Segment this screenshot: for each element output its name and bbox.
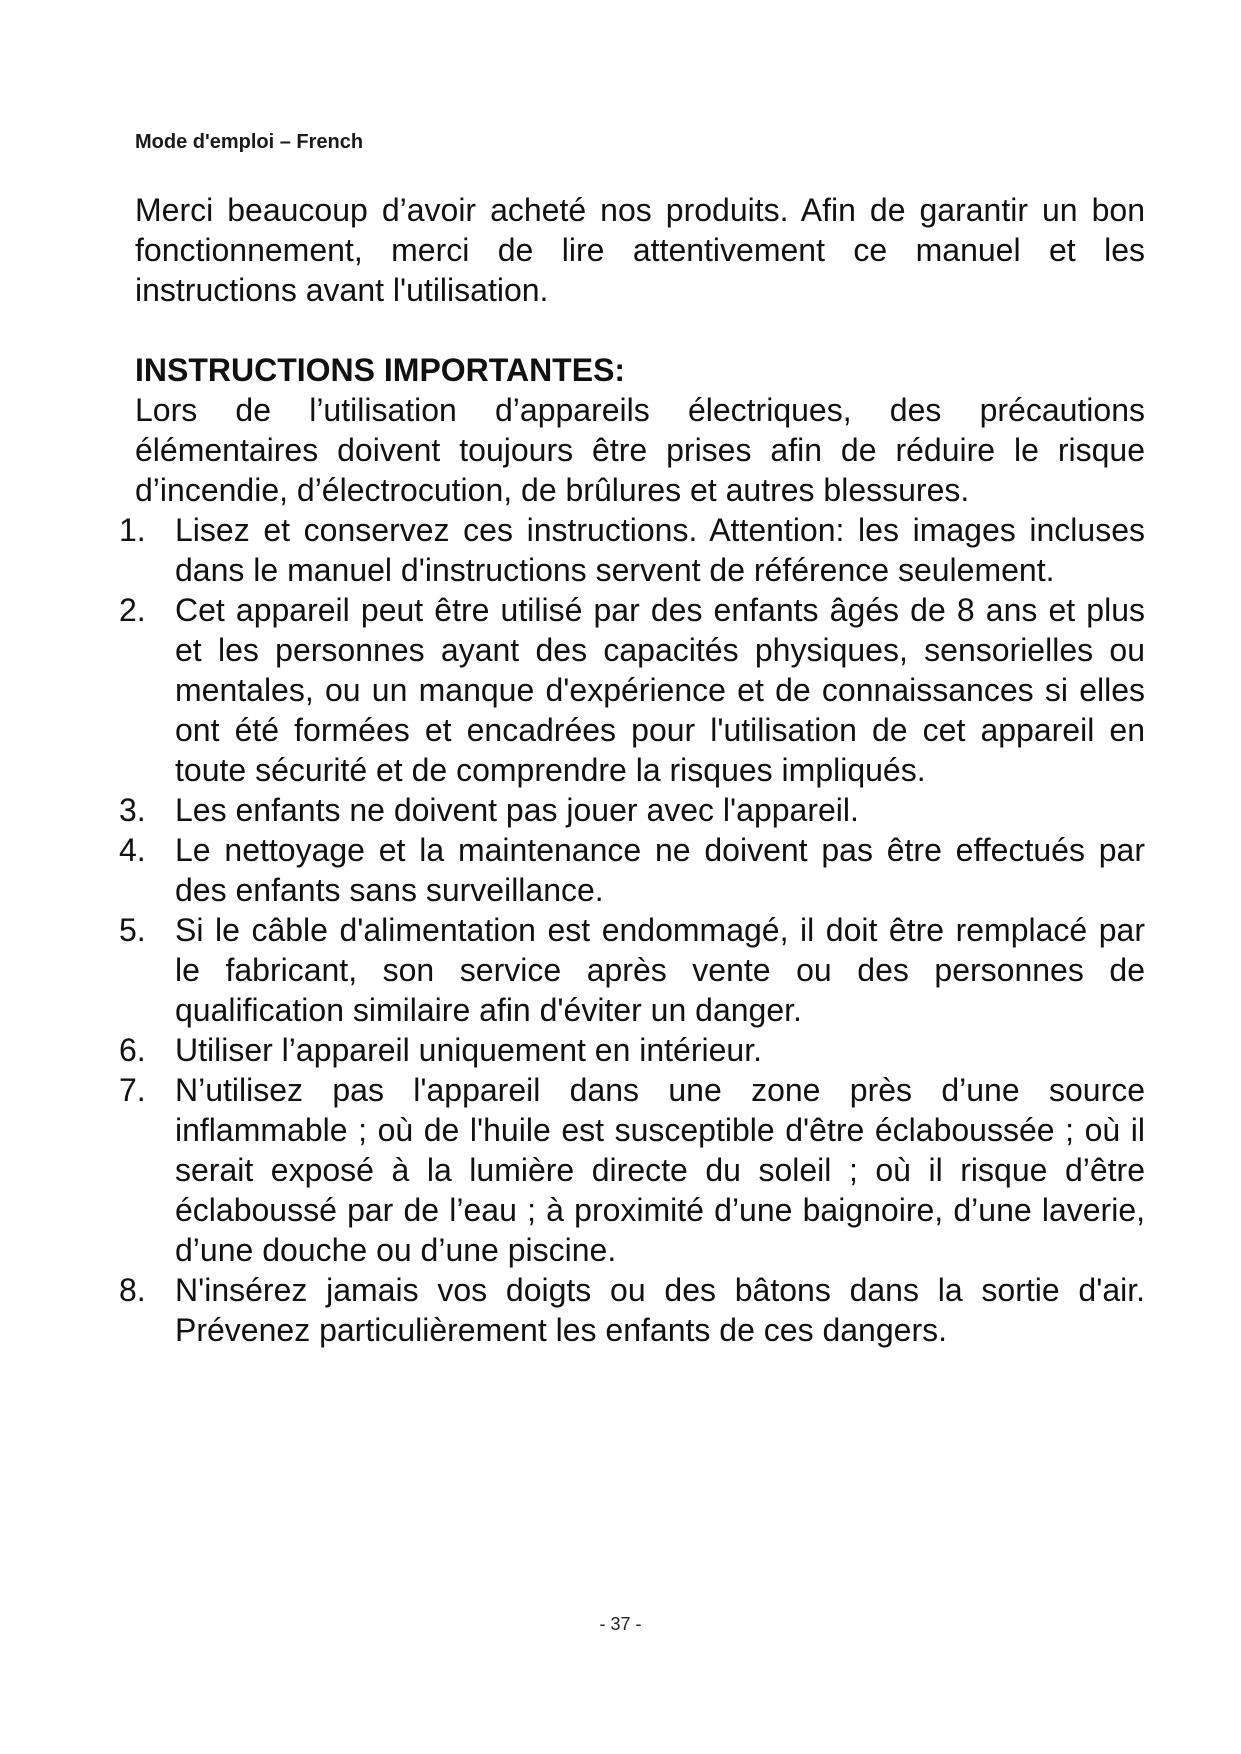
list-item [119, 1070, 1145, 1270]
page-number: - 37 - [599, 1614, 642, 1634]
list-item-number: 8. [119, 1272, 146, 1308]
list-item-number: 7. [119, 1072, 146, 1108]
list-item-text: Le nettoyage et la maintenance ne doivent pas être effectués par des enfants sans surveillance. [175, 832, 1145, 908]
list-item [119, 590, 1145, 790]
list-item [119, 1030, 1145, 1070]
list-item-number: 2. [119, 592, 146, 628]
instructions-list [119, 510, 1145, 1350]
intro-paragraph: Merci beaucoup d’avoir acheté nos produits. Afin de garantir un bon fonctionnement, merci de lire attentivement ce manuel et les instructions avant l'utilisation. [135, 192, 1145, 308]
list-item-number: 5. [119, 912, 146, 948]
list-item-text: Les enfants ne doivent pas jouer avec l'appareil. [175, 792, 859, 828]
list-item-number: 3. [119, 792, 146, 828]
list-item [119, 830, 1145, 910]
list-item-text: Utiliser l’appareil uniquement en intérieur. [175, 1032, 762, 1068]
list-item [119, 910, 1145, 1030]
list-item [119, 790, 1145, 830]
page-content [119, 190, 1145, 1350]
list-item [119, 510, 1145, 590]
section-lead-paragraph: Lors de l’utilisation d’appareils électriques, des précautions élémentaires doivent toujours être prises afin de réduire le risque d’incendie, d’électrocution, de brûlures et autres blessures. [135, 392, 1145, 508]
list-item-text: Cet appareil peut être utilisé par des enfants âgés de 8 ans et plus et les personnes ayant des capacités physiques, sensorielles ou mentales, ou un manque d'expérience et de connaissances si elles ont été formées et encadrées pour l'utilisation de cet appareil en toute sécurité et de comprendre la risques impliqués. [175, 592, 1145, 788]
list-item-text: N'insérez jamais vos doigts ou des bâtons dans la sortie d'air. Prévenez particulièrement les enfants de ces dangers. [175, 1272, 1145, 1348]
section-title: INSTRUCTIONS IMPORTANTES: [135, 352, 626, 388]
list-item [119, 1270, 1145, 1350]
list-item-text: N’utilisez pas l'appareil dans une zone près d’une source inflammable ; où de l'huile est susceptible d'être éclaboussée ; où il serait exposé à la lumière directe du soleil ; où il risque d’être éclaboussé par de l’eau ; à proximité d’une baignoire, d’une laverie, d’une douche ou d’une piscine. [175, 1072, 1145, 1268]
list-item-text: Si le câble d'alimentation est endommagé, il doit être remplacé par le fabricant, son service après vente ou des personnes de qualification similaire afin d'éviter un danger. [175, 912, 1145, 1028]
list-item-number: 4. [119, 832, 146, 868]
manual-header-label: Mode d'emploi – French [135, 131, 364, 153]
list-item-number: 6. [119, 1032, 146, 1068]
list-item-text: Lisez et conservez ces instructions. Attention: les images incluses dans le manuel d'instructions servent de référence seulement. [175, 512, 1145, 588]
list-item-number: 1. [119, 512, 146, 548]
